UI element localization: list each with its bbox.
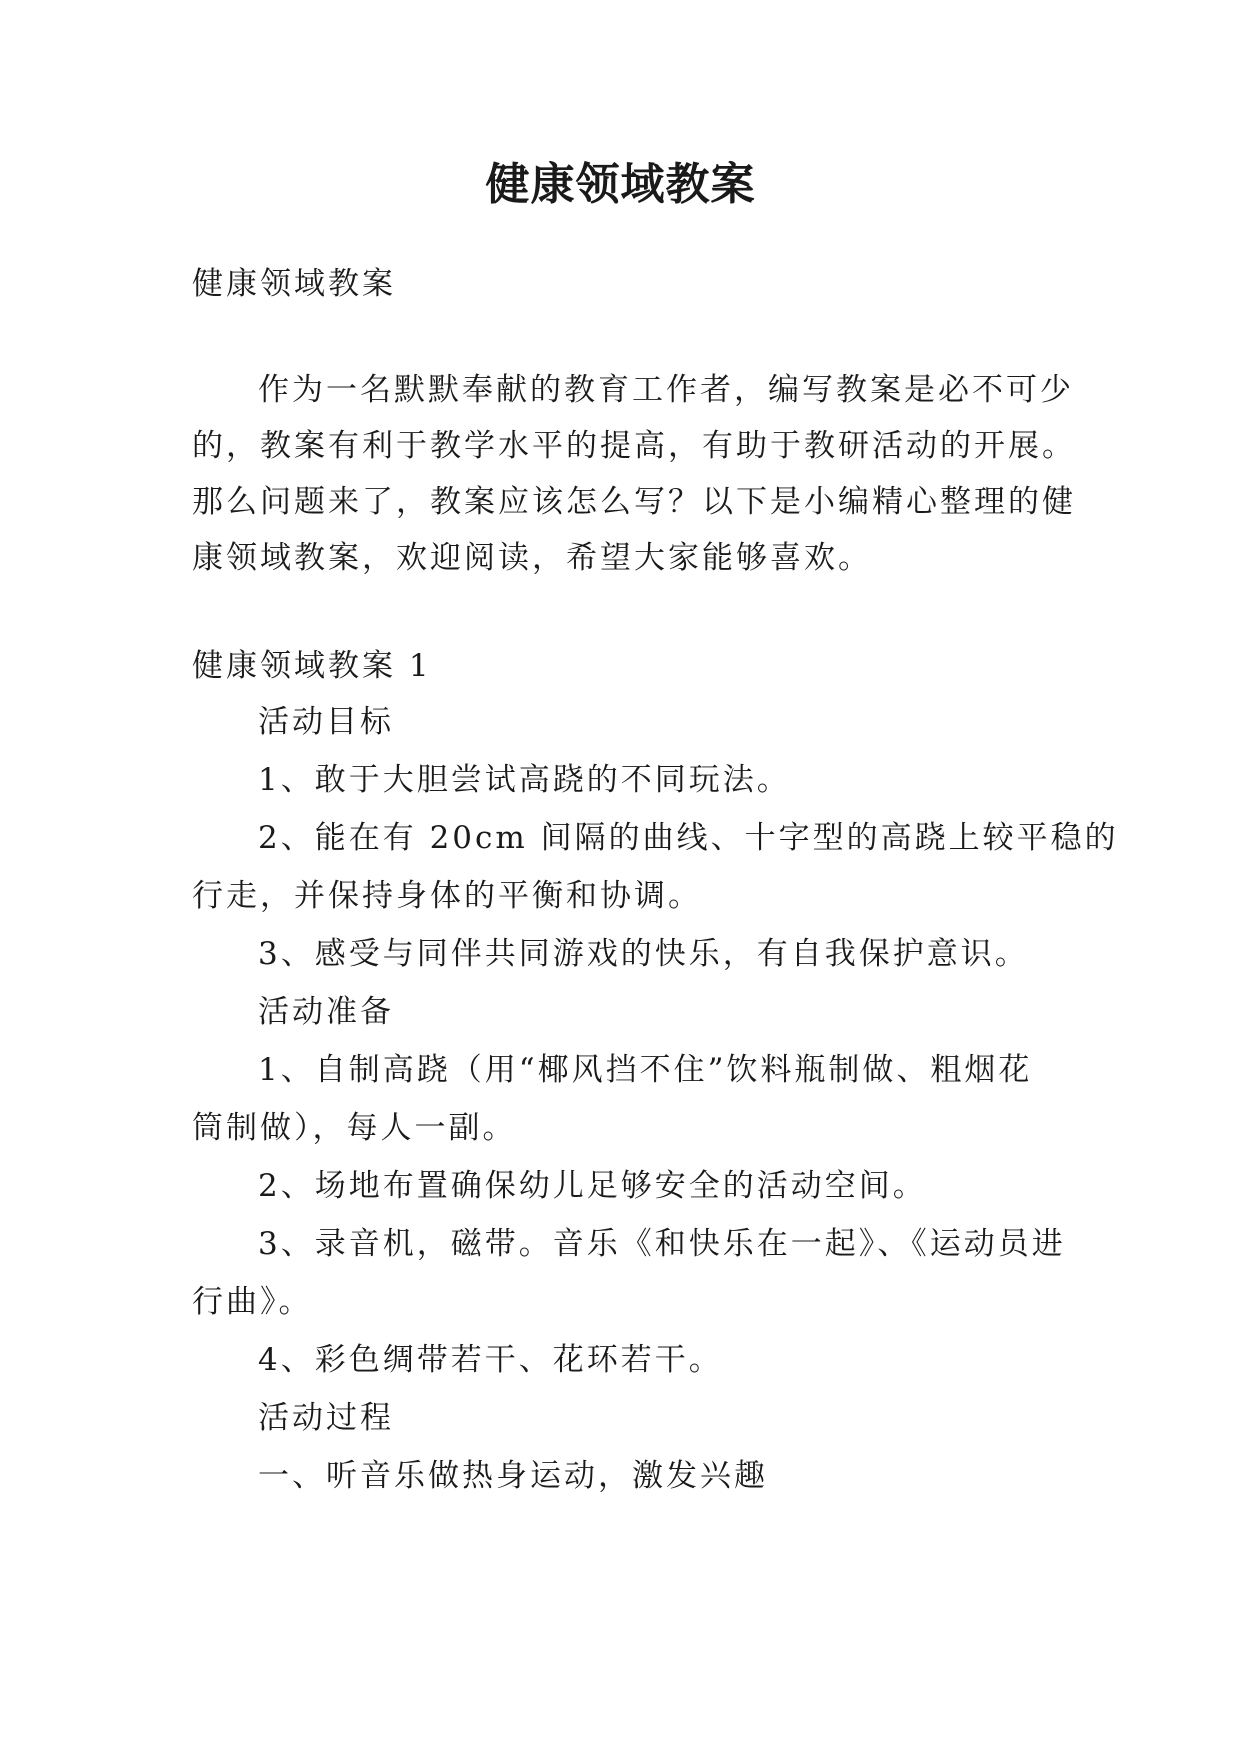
goal-item-2-line-2: 行走，并保持身体的平衡和协调。 [192,878,702,914]
prep-item-3-line-1: 3、录音机，磁带。音乐《和快乐在一起》、《运动员进 [258,1226,1066,1262]
section-heading: 健康领域教案 1 [192,648,432,684]
prep-item-4: 4、彩色绸带若干、花环若干。 [258,1342,723,1378]
intro-line-3: 那么问题来了，教案应该怎么写？以下是小编精心整理的健 [192,484,1076,520]
prep-item-1-line-2: 筒制做），每人一副。 [192,1110,517,1146]
prep-item-1-line-1: 1、自制高跷（用“椰风挡不住”饮料瓶制做、粗烟花 [258,1052,1033,1088]
page-title: 健康领域教案 [485,159,756,210]
process-heading: 活动过程 [258,1400,394,1436]
intro-line-4: 康领域教案，欢迎阅读，希望大家能够喜欢。 [192,540,872,576]
goal-item-3: 3、感受与同伴共同游戏的快乐，有自我保护意识。 [258,936,1029,972]
goal-heading: 活动目标 [258,704,394,740]
prep-item-2: 2、场地布置确保幼儿足够安全的活动空间。 [258,1168,927,1204]
intro-line-2: 的，教案有利于教学水平的提高，有助于教研活动的开展。 [192,428,1076,464]
prep-heading: 活动准备 [258,994,394,1030]
intro-line-1: 作为一名默默奉献的教育工作者，编写教案是必不可少 [258,372,1074,408]
document-subtitle: 健康领域教案 [192,266,396,302]
goal-item-1: 1、敢于大胆尝试高跷的不同玩法。 [258,762,791,798]
goal-item-2-line-1: 2、能在有 20cm 间隔的曲线、十字型的高跷上较平稳的 [258,820,1119,856]
prep-item-3-line-2: 行曲》。 [192,1284,313,1320]
process-item-1: 一、听音乐做热身运动，激发兴趣 [258,1458,768,1494]
